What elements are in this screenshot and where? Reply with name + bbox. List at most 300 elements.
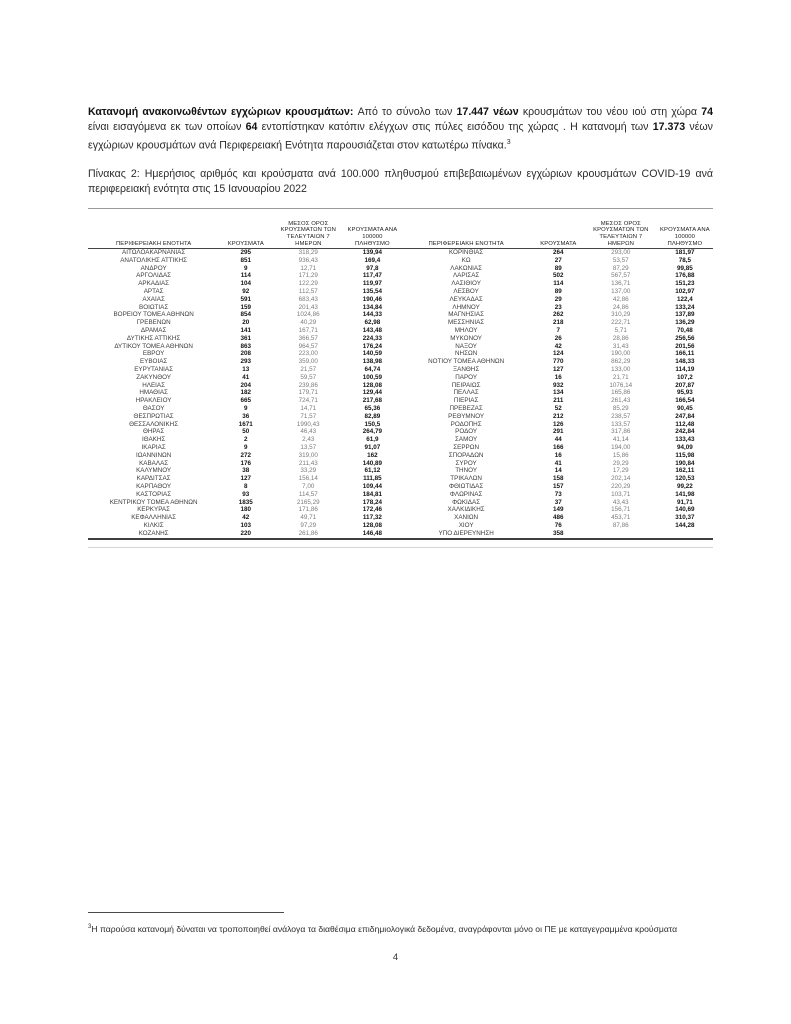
weekly-average-cell: 223,00 — [298, 350, 318, 358]
regional-unit-cell: ΝΑΞΟΥ — [455, 342, 477, 350]
cases-cell: 218 — [553, 319, 564, 327]
table-row — [88, 499, 401, 507]
table-row — [401, 366, 714, 374]
weekly-average-cell: 293,00 — [611, 249, 631, 257]
cases-cell: 8 — [244, 483, 248, 490]
cases-cell: 932 — [553, 381, 564, 389]
regional-unit-cell: ΛΕΥΚΑΔΑΣ — [449, 295, 483, 303]
regional-unit-cell: ΚΑΣΤΟΡΙΑΣ — [136, 490, 172, 498]
footnote-marker: 3 — [88, 923, 92, 930]
weekly-average-cell: 53,57 — [612, 256, 629, 264]
table-row — [88, 319, 401, 327]
weekly-average-cell: 862,29 — [611, 358, 631, 366]
weekly-average-cell: 5,71 — [614, 327, 627, 335]
regional-unit-cell: ΠΙΕΡΙΑΣ — [453, 397, 479, 405]
weekly-average-cell: 87,29 — [612, 264, 629, 272]
weekly-average-cell: 29,29 — [612, 459, 629, 467]
weekly-average-cell: 359,00 — [298, 358, 318, 366]
table-row — [88, 280, 401, 288]
cases-cell: 358 — [553, 529, 564, 537]
per-100k-cell: 190,84 — [675, 459, 695, 467]
weekly-average-cell: 41,14 — [612, 436, 629, 444]
per-100k-cell: 107,2 — [676, 373, 693, 381]
regional-unit-cell: ΚΑΛΥΜΝΟΥ — [136, 467, 172, 475]
regional-unit-cell: ΜΑΓΝΗΣΙΑΣ — [448, 311, 484, 319]
table-row — [401, 467, 714, 475]
per-100k-cell: 151,23 — [675, 280, 695, 288]
table-row — [401, 343, 714, 351]
regional-unit-cell: ΚΩ — [461, 256, 471, 264]
table-row — [401, 280, 714, 288]
per-100k-cell: 217,68 — [362, 397, 382, 405]
cases-cell: 126 — [553, 420, 564, 428]
intro-bold-segment: 17.373 — [652, 120, 686, 133]
weekly-average-cell: 194,00 — [611, 444, 631, 452]
regional-unit-cell: ΝΟΤΙΟΥ ΤΟΜΕΑ ΑΘΗΝΩΝ — [428, 358, 505, 366]
weekly-average-cell: 239,86 — [298, 381, 318, 389]
table-row — [401, 460, 714, 468]
per-100k-cell: 133,24 — [675, 303, 695, 311]
per-100k-cell: 148,33 — [675, 358, 695, 366]
per-100k-cell: 150,5 — [364, 420, 381, 428]
per-100k-cell: 99,85 — [676, 264, 693, 272]
cases-cell: 14 — [554, 467, 562, 475]
per-100k-cell: 247,84 — [675, 412, 695, 420]
regional-unit-cell: ΖΑΚΥΝΘΟΥ — [136, 373, 172, 381]
weekly-average-cell: 46,43 — [300, 428, 317, 436]
per-100k-cell: 176,24 — [362, 342, 382, 350]
table-row — [401, 350, 714, 358]
weekly-average-cell: 724,71 — [298, 397, 318, 405]
table-row — [88, 366, 401, 374]
table-row — [88, 358, 401, 366]
regional-unit-cell: ΦΛΩΡΙΝΑΣ — [449, 490, 483, 498]
weekly-average-cell: 156,14 — [298, 475, 318, 483]
column-header: ΠΕΡΙΦΕΡΕΙΑΚΗ ΕΝΟΤΗΤΑ — [428, 240, 504, 247]
regional-unit-cell: ΠΑΡΟΥ — [455, 373, 478, 381]
cases-cell: 16 — [554, 451, 562, 459]
cases-cell: 127 — [240, 475, 252, 483]
cases-cell: 92 — [242, 288, 250, 296]
intro-bold-segment: Κατανομή ανακοινωθέντων εγχώριων κρουσμάτων: — [88, 105, 358, 118]
table-row — [401, 514, 714, 522]
weekly-average-cell: 261,43 — [611, 397, 631, 405]
regional-unit-cell: ΕΥΒΟΙΑΣ — [139, 358, 168, 366]
per-100k-cell: 144,33 — [362, 311, 382, 319]
regional-unit-cell: ΘΑΣΟΥ — [142, 405, 165, 413]
per-100k-cell: 61,9 — [366, 436, 379, 444]
regional-unit-cell: ΑΙΤΩΛΟΑΚΑΡΝΑΝΙΑΣ — [122, 249, 186, 257]
regional-unit-cell: ΛΑΣΙΘΙΟΥ — [451, 280, 481, 288]
regional-unit-cell: ΚΕΦΑΛΛΗΝΙΑΣ — [131, 514, 177, 522]
intro-superscript: 3 — [506, 138, 511, 146]
per-100k-cell: 141,98 — [675, 490, 695, 498]
per-100k-cell: 119,97 — [362, 280, 382, 288]
per-100k-cell: 135,54 — [362, 288, 382, 296]
table-row — [88, 265, 401, 273]
cases-cell: 180 — [240, 506, 252, 514]
table-row — [88, 421, 401, 429]
table-row — [401, 428, 714, 436]
table-row — [401, 522, 714, 530]
per-100k-cell: 162,11 — [675, 467, 695, 475]
regional-unit-cell: ΛΗΜΝΟΥ — [452, 303, 480, 311]
table-row — [88, 335, 401, 343]
table-row — [401, 483, 714, 491]
table-row — [401, 444, 714, 452]
regional-unit-cell: ΣΥΡΟΥ — [455, 459, 477, 467]
regional-unit-cell: ΤΗΝΟΥ — [455, 467, 478, 475]
table-row — [88, 374, 401, 382]
table-row — [401, 506, 714, 514]
regional-unit-cell: ΔΥΤΙΚΟΥ ΤΟΜΕΑ ΑΘΗΝΩΝ — [114, 342, 193, 350]
regional-unit-cell: ΑΧΑΪΑΣ — [142, 295, 165, 303]
table-row — [401, 257, 714, 265]
regional-unit-cell: ΛΕΣΒΟΥ — [453, 288, 479, 296]
per-100k-cell: 146,48 — [362, 529, 382, 537]
cases-cell: 23 — [554, 303, 562, 311]
footnote-area — [88, 912, 713, 943]
cases-cell: 38 — [242, 467, 250, 475]
table-row — [88, 296, 401, 304]
cases-cell: 42 — [554, 342, 562, 350]
cases-cell: 127 — [553, 366, 564, 374]
per-100k-cell: 61,12 — [364, 467, 381, 475]
regional-unit-cell: ΧΑΝΙΩΝ — [454, 514, 479, 522]
weekly-average-cell: 2165,29 — [296, 498, 320, 506]
weekly-average-cell: 137,00 — [611, 288, 631, 296]
regional-unit-cell: ΕΥΡΥΤΑΝΙΑΣ — [134, 366, 174, 374]
cases-cell: 9 — [244, 444, 248, 452]
cases-cell: 44 — [554, 436, 562, 444]
per-100k-cell: 138,98 — [362, 358, 382, 366]
table-row — [401, 530, 714, 538]
cases-cell: 591 — [240, 295, 252, 303]
regional-unit-cell: ΛΑΡΙΣΑΣ — [452, 272, 480, 280]
cases-cell: 293 — [240, 358, 252, 366]
table-row — [88, 428, 401, 436]
table-header-right — [401, 211, 714, 249]
page-content — [88, 94, 713, 548]
weekly-average-cell: 156,71 — [611, 506, 631, 514]
per-100k-cell: 201,56 — [675, 342, 695, 350]
regional-unit-cell: ΗΛΕΙΑΣ — [142, 381, 166, 389]
per-100k-cell: 117,32 — [362, 514, 382, 522]
per-100k-cell: 178,24 — [362, 498, 382, 506]
cases-cell: 166 — [553, 444, 564, 452]
weekly-average-cell: 202,14 — [611, 475, 631, 483]
weekly-average-cell: 12,71 — [300, 264, 317, 272]
cases-cell: 502 — [553, 272, 564, 280]
weekly-average-cell: 59,57 — [300, 373, 317, 381]
weekly-average-cell: 220,29 — [611, 483, 631, 490]
regional-unit-cell: ΑΝΑΤΟΛΙΚΗΣ ΑΤΤΙΚΗΣ — [120, 256, 188, 264]
regional-unit-cell: ΣΠΟΡΑΔΩΝ — [448, 451, 484, 459]
regional-unit-cell: ΤΡΙΚΑΛΩΝ — [450, 475, 482, 483]
table-body-band — [88, 249, 713, 537]
table-row — [401, 475, 714, 483]
regional-unit-cell: ΙΩΑΝΝΙΝΩΝ — [135, 451, 172, 459]
table-row — [401, 413, 714, 421]
regional-unit-cell: ΚΕΡΚΥΡΑΣ — [137, 506, 171, 514]
weekly-average-cell: 133,57 — [611, 420, 631, 428]
per-100k-cell: 136,29 — [675, 319, 695, 327]
regional-unit-cell: ΠΕΙΡΑΙΩΣ — [451, 381, 481, 389]
cases-cell: 141 — [240, 327, 252, 335]
table-row — [88, 522, 401, 530]
table-row — [88, 460, 401, 468]
cases-table — [88, 208, 713, 540]
weekly-average-cell: 201,43 — [298, 303, 318, 311]
table-row — [88, 452, 401, 460]
per-100k-cell: 169,4 — [364, 256, 381, 264]
weekly-average-cell: 567,57 — [611, 272, 631, 280]
table-row — [88, 304, 401, 312]
table-row — [401, 319, 714, 327]
weekly-average-cell: 43,43 — [612, 498, 629, 506]
weekly-average-cell: 21,71 — [612, 373, 629, 381]
regional-unit-cell: ΔΡΑΜΑΣ — [140, 327, 167, 335]
intro-segment: κρουσμάτων του νέου ιού στη χώρα — [518, 105, 702, 118]
table-row — [401, 374, 714, 382]
weekly-average-cell: 133,00 — [611, 366, 631, 374]
cases-cell: 158 — [553, 475, 564, 483]
cases-cell: 41 — [554, 459, 562, 467]
regional-unit-cell: ΞΑΝΘΗΣ — [453, 366, 480, 374]
cases-cell: 26 — [554, 334, 562, 342]
per-100k-cell: 140,59 — [362, 350, 382, 358]
cases-cell: 157 — [553, 483, 564, 490]
per-100k-cell: 120,53 — [675, 475, 695, 483]
regional-unit-cell: ΠΡΕΒΕΖΑΣ — [449, 405, 483, 413]
table-row — [88, 413, 401, 421]
per-100k-cell: 181,97 — [675, 249, 695, 257]
regional-unit-cell: ΚΕΝΤΡΙΚΟΥ ΤΟΜΕΑ ΑΘΗΝΩΝ — [109, 498, 198, 506]
cases-cell: 52 — [554, 405, 562, 413]
table-row — [401, 436, 714, 444]
cases-cell: 486 — [553, 514, 564, 522]
table-row — [88, 311, 401, 319]
weekly-average-cell: 42,86 — [612, 295, 629, 303]
table-row — [401, 249, 714, 257]
regional-unit-cell: ΚΑΡΠΑΘΟΥ — [136, 483, 172, 490]
cases-cell: 76 — [554, 521, 562, 529]
footnote-divider — [88, 912, 284, 913]
regional-unit-cell: ΜΗΛΟΥ — [454, 327, 478, 335]
weekly-average-cell: 13,57 — [300, 444, 317, 452]
per-100k-cell: 137,89 — [675, 311, 695, 319]
table-row — [88, 343, 401, 351]
per-100k-cell: 112,48 — [675, 420, 695, 428]
cases-cell: 114 — [553, 280, 564, 288]
per-100k-cell: 162 — [367, 451, 378, 459]
cases-cell: 770 — [553, 358, 564, 366]
regional-unit-cell: ΜΥΚΟΝΟΥ — [450, 334, 483, 342]
regional-unit-cell: ΛΑΚΩΝΙΑΣ — [450, 264, 482, 272]
per-100k-cell: 172,46 — [362, 506, 382, 514]
cases-cell: 204 — [240, 381, 252, 389]
weekly-average-cell: 222,71 — [611, 319, 631, 327]
table-row — [401, 382, 714, 390]
weekly-average-cell: 97,29 — [300, 521, 317, 529]
cases-cell: 9 — [244, 405, 248, 413]
cases-cell: 295 — [240, 249, 252, 257]
cases-cell: 9 — [244, 264, 248, 272]
column-header: ΜΕΣΟΣ ΟΡΟΣ ΚΡΟΥΣΜΑΤΩΝ ΤΩΝ ΤΕΛΕΥΤΑΙΩΝ 7 ΗΜΕΡΩΝ — [280, 220, 337, 247]
column-header: ΚΡΟΥΣΜΑΤΑ — [227, 240, 264, 247]
table-row — [88, 467, 401, 475]
weekly-average-cell: 171,29 — [298, 272, 318, 280]
cases-cell: 863 — [240, 342, 252, 350]
cases-cell: 851 — [240, 256, 252, 264]
per-100k-cell: 115,98 — [675, 451, 695, 459]
cases-cell: 854 — [240, 311, 252, 319]
weekly-average-cell: 24,86 — [612, 303, 629, 311]
weekly-average-cell: 85,29 — [612, 405, 629, 413]
weekly-average-cell: 453,71 — [611, 514, 631, 522]
weekly-average-cell: 40,29 — [300, 319, 317, 327]
per-100k-cell: 65,36 — [364, 405, 381, 413]
regional-unit-cell: ΑΡΚΑΔΙΑΣ — [138, 280, 170, 288]
per-100k-cell: 140,69 — [675, 506, 695, 514]
regional-unit-cell: ΣΑΜΟΥ — [455, 436, 478, 444]
column-header: ΚΡΟΥΣΜΑΤΑ — [540, 240, 577, 247]
table-row — [88, 249, 401, 257]
page-number: 4 — [392, 952, 399, 963]
table-header-left — [88, 211, 401, 249]
weekly-average-cell: 122,29 — [298, 280, 318, 288]
intro-segment: εντοπίστηκαν κατόπιν ελέγχων στις πύλες εισόδου της χώρας . Η κατανομή των — [257, 120, 653, 133]
cases-cell: 7 — [556, 327, 561, 335]
intro-segment: Από το σύνολο των — [357, 105, 457, 118]
table-row — [88, 382, 401, 390]
regional-unit-cell: ΑΡΤΑΣ — [143, 288, 164, 296]
cases-cell: 361 — [240, 334, 252, 342]
weekly-average-cell: 964,57 — [298, 342, 318, 350]
intro-bold-segment: 64 — [245, 120, 258, 133]
weekly-average-cell: 190,00 — [611, 350, 631, 358]
regional-unit-cell: ΧΑΛΚΙΔΙΚΗΣ — [447, 506, 485, 514]
cases-cell: 114 — [240, 272, 251, 280]
per-100k-cell: 134,84 — [362, 303, 382, 311]
regional-unit-cell: ΒΟΙΩΤΙΑΣ — [139, 303, 169, 311]
regional-unit-cell: ΦΩΚΙΔΑΣ — [452, 498, 481, 506]
per-100k-cell: 256,56 — [675, 334, 695, 342]
weekly-average-cell: 319,00 — [298, 451, 318, 459]
weekly-average-cell: 179,71 — [298, 389, 318, 397]
per-100k-cell: 128,08 — [362, 521, 382, 529]
weekly-average-cell: 33,29 — [300, 467, 317, 475]
regional-unit-cell: ΓΡΕΒΕΝΩΝ — [136, 319, 171, 327]
per-100k-cell: 97,8 — [366, 264, 379, 272]
regional-unit-cell: ΚΙΛΚΙΣ — [143, 521, 164, 529]
per-100k-cell: 109,44 — [362, 483, 382, 490]
weekly-average-cell: 49,71 — [300, 514, 317, 522]
regional-unit-cell: ΕΒΡΟΥ — [142, 350, 165, 358]
cases-cell: 50 — [242, 428, 250, 436]
per-100k-cell: 264,79 — [362, 428, 382, 436]
regional-unit-cell: ΚΟΖΑΝΗΣ — [138, 529, 169, 537]
table-row — [401, 265, 714, 273]
weekly-average-cell: 366,57 — [298, 334, 318, 342]
per-100k-cell: 90,45 — [676, 405, 693, 413]
cases-cell: 1835 — [238, 498, 253, 506]
weekly-average-cell: 136,71 — [611, 280, 631, 288]
cases-cell: 262 — [553, 311, 564, 319]
table-row — [88, 397, 401, 405]
regional-unit-cell: ΙΚΑΡΙΑΣ — [141, 444, 166, 452]
table-row — [401, 296, 714, 304]
regional-unit-cell: ΒΟΡΕΙΟΥ ΤΟΜΕΑ ΑΘΗΝΩΝ — [113, 311, 194, 319]
regional-unit-cell: ΡΟΔΟΥ — [455, 428, 478, 436]
per-100k-cell: 128,08 — [362, 381, 382, 389]
cases-cell: 16 — [554, 373, 562, 381]
intro-paragraph — [88, 105, 713, 154]
cases-cell: 134 — [553, 389, 564, 397]
cases-cell: 42 — [242, 514, 250, 522]
per-100k-cell: 143,48 — [362, 327, 382, 335]
per-100k-cell: 184,81 — [362, 490, 382, 498]
regional-unit-cell: ΘΗΡΑΣ — [142, 428, 165, 436]
cases-cell: 665 — [240, 397, 252, 405]
weekly-average-cell: 17,29 — [612, 467, 629, 475]
intro-bold-segment: 74 — [701, 105, 713, 118]
weekly-average-cell: 936,43 — [298, 256, 318, 264]
per-100k-cell: 139,94 — [362, 249, 382, 257]
table-row — [88, 272, 401, 280]
weekly-average-cell: 1024,86 — [296, 311, 320, 319]
weekly-average-cell: 1990,43 — [296, 420, 320, 428]
table-row — [401, 335, 714, 343]
regional-unit-cell: ΜΕΣΣΗΝΙΑΣ — [448, 319, 485, 327]
cases-cell: 20 — [242, 319, 250, 327]
cases-cell: 264 — [553, 249, 564, 257]
table-row — [88, 436, 401, 444]
per-100k-cell: 70,48 — [676, 327, 693, 335]
weekly-average-cell: 171,86 — [298, 506, 318, 514]
regional-unit-cell: ΘΕΣΠΡΩΤΙΑΣ — [133, 412, 174, 420]
cases-cell: 93 — [242, 490, 250, 498]
footnote-text: $^3$Η παρούσα κατανομή δύναται να τροποποιηθεί ανάλογα τα διαθέσιμα επιδημιολογικά δεδομένα, αναγράφονται μόνο οι ΠΕ με καταγεγραμμένα κρούσματα — [88, 923, 678, 934]
cases-cell: 220 — [240, 529, 252, 537]
cases-cell: 182 — [240, 389, 252, 397]
table-row — [88, 389, 401, 397]
per-100k-cell: 144,28 — [675, 521, 695, 529]
table-row — [88, 506, 401, 514]
regional-unit-cell: ΠΕΛΛΑΣ — [453, 389, 479, 397]
table-row — [401, 288, 714, 296]
regional-unit-cell: ΚΑΡΔΙΤΣΑΣ — [136, 475, 171, 483]
cases-cell: 13 — [242, 366, 250, 374]
weekly-average-cell: 683,43 — [298, 295, 318, 303]
weekly-average-cell: 112,57 — [298, 288, 318, 296]
per-100k-cell: 122,4 — [676, 295, 693, 303]
cases-cell: 272 — [240, 451, 252, 459]
table-body-right — [401, 249, 714, 537]
cases-cell: 2 — [244, 436, 248, 444]
cases-cell: 27 — [554, 256, 562, 264]
table-row — [401, 421, 714, 429]
table-row — [88, 444, 401, 452]
per-100k-cell: 114,19 — [675, 366, 695, 374]
table-body-left — [88, 249, 401, 537]
weekly-average-cell: 317,86 — [611, 428, 631, 436]
weekly-average-cell: 7,00 — [302, 483, 315, 490]
weekly-average-cell: 238,57 — [611, 412, 631, 420]
per-100k-cell: 62,98 — [364, 319, 381, 327]
per-100k-cell: 117,47 — [362, 272, 382, 280]
table-row — [401, 358, 714, 366]
